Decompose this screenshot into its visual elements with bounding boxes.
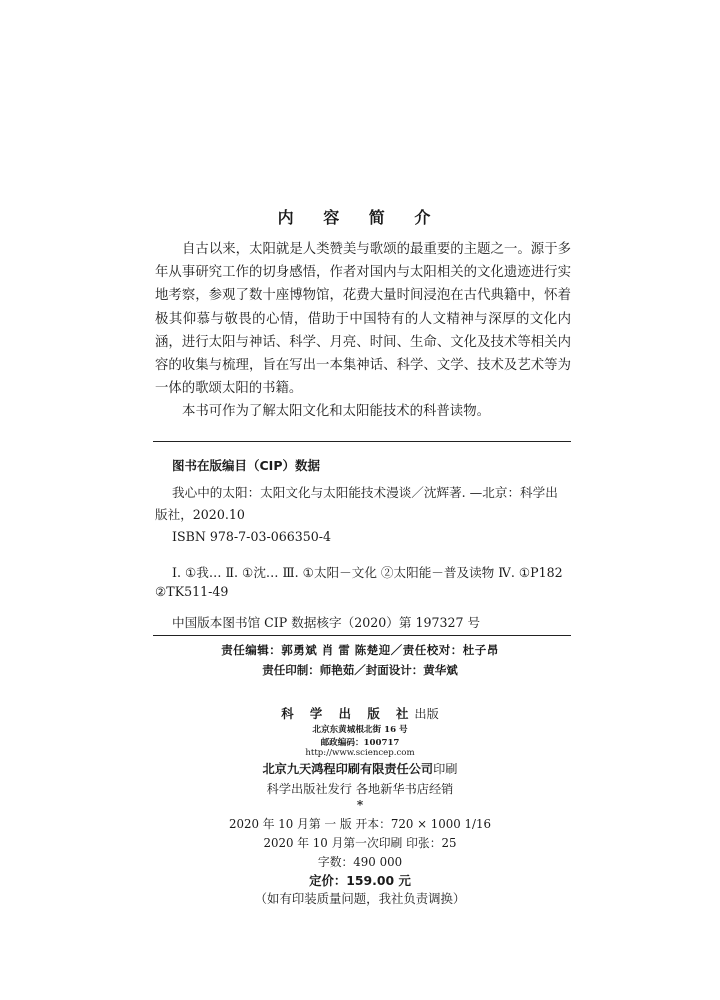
printer-line [0, 760, 720, 777]
cip-heading: 图书在版编目（CIP）数据 [172, 458, 320, 473]
publisher-postcode: 邮政编码：100717 [320, 738, 400, 748]
summary-paragraph-1: 自古以来，太阳就是人类赞美与歌颂的最重要的主题之一。源于多年从事研究工作的切身感悟，作者对国内与太阳相关的文化遗迹进行实地考察，参观了数十座博物馆，花费大量时间浸泡在古代典籍中，怀着极其仰慕与敬畏的心情，借助于中国特有的人文精神与深厚的文化内涵，进行太阳与神话、科学、月亮、时间、生命、文化及技术等相关内容的收集与梳理，旨在写出一本集神话、科学、文学、技术及艺术等为一体的歌颂太阳的书籍。 [155, 242, 571, 397]
publisher-logo-text: 科 学 出 版 社 [281, 706, 415, 721]
cip-classification [155, 563, 567, 601]
cip-core-number: 中国版本图书馆 CIP 数据核字（2020）第 197327 号 [172, 615, 481, 630]
printer-suffix: 印刷 [433, 762, 458, 776]
cip-isbn: ISBN 978-7-03-066350-4 [172, 529, 332, 544]
publisher-suffix: 出版 [414, 707, 439, 721]
printer-name: 北京九天鸿程印刷有限责任公司 [262, 762, 434, 776]
edition-line: 2020 年 10 月第 一 版 开本：720 × 1000 1/16 [228, 817, 492, 831]
price-line: 定价：159.00 元 [309, 873, 411, 888]
word-count-line: 字数：490 000 [317, 855, 403, 869]
quality-note: （如有印装质量问题，我社负责调换） [254, 891, 466, 906]
credits-production: 责任印制：师艳茹／封面设计：黄华斌 [262, 663, 458, 677]
cip-classification-text: Ⅰ. ①我… Ⅱ. ①沈… Ⅲ. ①太阳－文化 ②太阳能－普及读物 Ⅳ. ①P182 ②TK511-49 [155, 565, 563, 599]
cip-entry-text: 我心中的太阳：太阳文化与太阳能技术漫谈／沈辉著. —北京：科学出版社，2020.10 [155, 485, 558, 522]
summary-body [155, 238, 571, 424]
publisher-address: 北京东黄城根北街 16 号 [312, 725, 408, 735]
publisher-url: http://www.sciencep.com [305, 748, 415, 758]
summary-paragraph-2: 本书可作为了解太阳文化和太阳能技术的科普读物。 [182, 404, 490, 420]
cip-bottom-rule [153, 635, 571, 636]
publisher-line [0, 704, 720, 722]
separator-star: * [356, 798, 364, 812]
credits-editors: 责任编辑：郭勇斌 肖 雷 陈楚迎／责任校对：杜子昂 [221, 643, 499, 657]
cip-entry [155, 482, 567, 526]
printing-line: 2020 年 10 月第一次印刷 印张：25 [263, 836, 457, 850]
summary-title: 内 容 简 介 [277, 208, 443, 227]
distribution-line: 科学出版社发行 各地新华书店经销 [266, 782, 454, 796]
cip-top-rule [153, 441, 571, 442]
